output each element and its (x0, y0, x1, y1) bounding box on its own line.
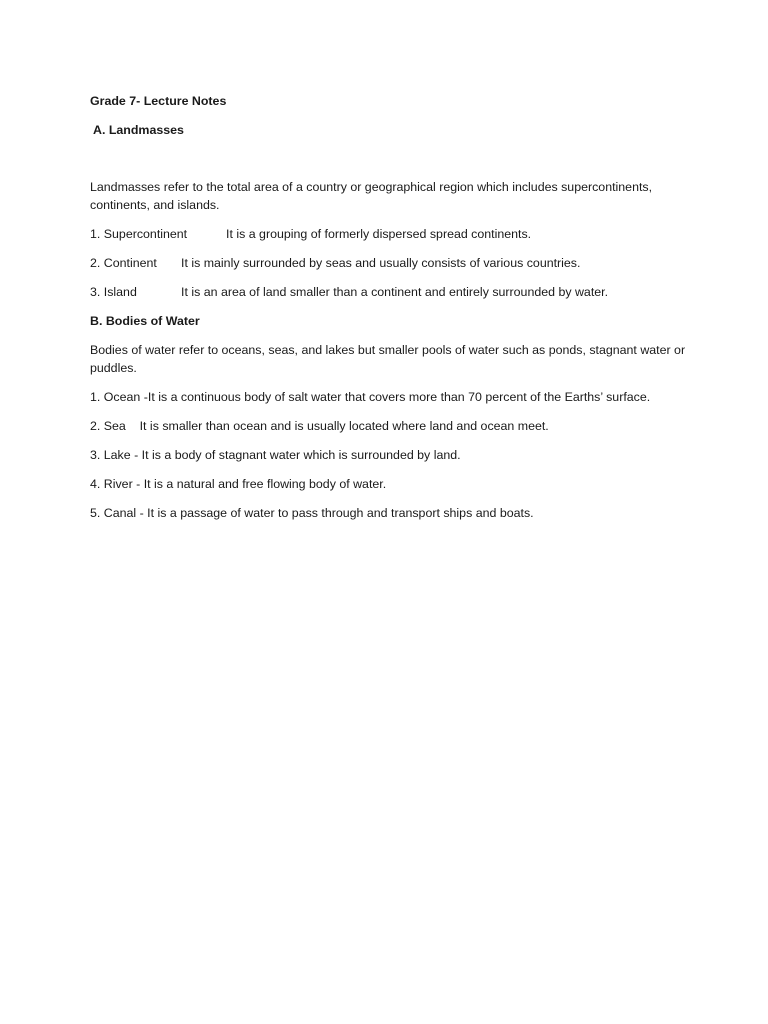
item-separator: - (136, 506, 148, 520)
list-item (90, 388, 690, 406)
list-item (90, 283, 690, 301)
list-item (90, 225, 690, 243)
section-heading-bodies-of-water: B. Bodies of Water (90, 314, 200, 328)
item-separator (126, 419, 140, 433)
item-definition: It is a grouping of formerly dispersed spread continents. (226, 227, 532, 241)
item-separator: - (132, 477, 144, 491)
item-definition: It is smaller than ocean and is usually located where land and ocean meet. (139, 419, 549, 433)
list-item (90, 475, 690, 493)
item-term: 4. River (90, 477, 133, 491)
document-title: Grade 7- Lecture Notes (90, 94, 227, 108)
list-item (90, 446, 690, 464)
item-definition: It is a passage of water to pass through and transport ships and boats. (147, 506, 534, 520)
section-heading-landmasses: A. Landmasses (93, 123, 184, 137)
landmasses-intro: Landmasses refer to the total area of a country or geographical region which includes supercontinents, continents, and islands. (90, 180, 653, 212)
item-definition: It is a natural and free flowing body of water. (143, 477, 387, 491)
item-definition: It is a body of stagnant water which is surrounded by land. (141, 448, 461, 462)
item-term: 2. Sea (90, 419, 126, 433)
list-item (90, 254, 690, 272)
list-item (90, 417, 690, 435)
bodies-of-water-intro: Bodies of water refer to oceans, seas, and lakes but smaller pools of water such as ponds, stagnant water or puddles. (90, 343, 686, 375)
item-definition: It is an area of land smaller than a continent and entirely surrounded by water. (181, 285, 609, 299)
document-page (90, 92, 690, 533)
item-term: 2. Continent (90, 256, 157, 270)
item-term: 5. Canal (90, 506, 137, 520)
item-term: 3. Island (90, 285, 137, 299)
item-term: 3. Lake (90, 448, 131, 462)
item-definition: It is mainly surrounded by seas and usually consists of various countries. (181, 256, 581, 270)
item-term: 1. Ocean (90, 390, 141, 404)
item-definition: It is a continuous body of salt water that covers more than 70 percent of the Earths’ surface. (147, 390, 651, 404)
list-item (90, 504, 690, 522)
item-separator: - (140, 390, 148, 404)
item-term: 1. Supercontinent (90, 227, 188, 241)
item-separator: - (130, 448, 142, 462)
